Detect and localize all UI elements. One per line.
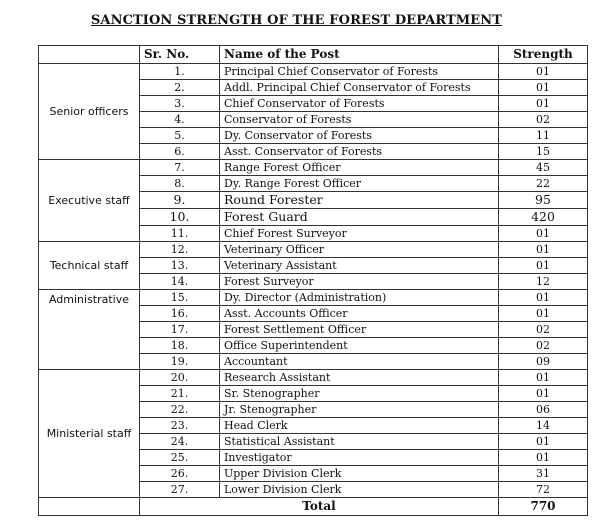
sr-no-cell: 25. (140, 450, 220, 466)
post-name-cell: Addl. Principal Chief Conservator of Forests (220, 80, 499, 96)
sr-no-cell: 15. (140, 290, 220, 306)
sr-no-cell: 5. (140, 128, 220, 144)
strength-cell: 11 (499, 128, 588, 144)
strength-cell: 02 (499, 112, 588, 128)
group-column-header (39, 46, 140, 64)
table-row (39, 370, 588, 386)
total-blank-cell (39, 498, 140, 516)
post-name-cell: Sr. Stenographer (220, 386, 499, 402)
sr-no-cell: 11. (140, 226, 220, 242)
post-name-cell: Range Forest Officer (220, 160, 499, 176)
group-label: Ministerial staff (39, 370, 140, 498)
sr-no-cell: 21. (140, 386, 220, 402)
sr-no-cell: 8. (140, 176, 220, 192)
strength-cell: 06 (499, 402, 588, 418)
table-body (39, 64, 588, 498)
strength-cell: 01 (499, 96, 588, 112)
sr-no-cell: 9. (140, 192, 220, 209)
sr-no-cell: 17. (140, 322, 220, 338)
strength-cell: 01 (499, 64, 588, 80)
strength-cell: 02 (499, 338, 588, 354)
sr-no-cell: 19. (140, 354, 220, 370)
strength-cell: 14 (499, 418, 588, 434)
sanction-strength-table (38, 45, 588, 516)
post-name-cell: Forest Settlement Officer (220, 322, 499, 338)
group-label: Executive staff (39, 160, 140, 242)
group-label: Administrative (39, 290, 140, 370)
page-title: SANCTION STRENGTH OF THE FOREST DEPARTMENT (90, 13, 503, 28)
total-label: Total (140, 498, 499, 516)
strength-cell: 12 (499, 274, 588, 290)
sr-no-cell: 13. (140, 258, 220, 274)
strength-cell: 01 (499, 290, 588, 306)
sr-no-cell: 24. (140, 434, 220, 450)
table-row (39, 64, 588, 80)
group-label: Senior officers (39, 64, 140, 160)
sr-no-cell: 10. (140, 209, 220, 226)
table-row (39, 160, 588, 176)
strength-cell: 01 (499, 242, 588, 258)
header-row (39, 46, 588, 64)
table-row (39, 290, 588, 306)
post-name-cell: Dy. Range Forest Officer (220, 176, 499, 192)
post-name-cell: Statistical Assistant (220, 434, 499, 450)
post-name-cell: Head Clerk (220, 418, 499, 434)
sr-no-cell: 14. (140, 274, 220, 290)
post-name-cell: Forest Guard (220, 209, 499, 226)
strength-cell: 01 (499, 258, 588, 274)
sr-no-cell: 18. (140, 338, 220, 354)
strength-cell: 45 (499, 160, 588, 176)
strength-cell: 95 (499, 192, 588, 209)
strength-cell: 420 (499, 209, 588, 226)
strength-cell: 01 (499, 80, 588, 96)
total-value: 770 (499, 498, 588, 516)
strength-cell: 01 (499, 226, 588, 242)
post-name-cell: Round Forester (220, 192, 499, 209)
strength-cell: 01 (499, 434, 588, 450)
sr-no-cell: 6. (140, 144, 220, 160)
sr-no-cell: 2. (140, 80, 220, 96)
sr-no-column-header: Sr. No. (140, 46, 220, 64)
strength-cell: 01 (499, 386, 588, 402)
strength-cell: 22 (499, 176, 588, 192)
post-name-cell: Asst. Conservator of Forests (220, 144, 499, 160)
post-name-cell: Research Assistant (220, 370, 499, 386)
strength-cell: 02 (499, 322, 588, 338)
post-name-cell: Upper Division Clerk (220, 466, 499, 482)
sr-no-cell: 3. (140, 96, 220, 112)
post-column-header: Name of the Post (220, 46, 499, 64)
sr-no-cell: 20. (140, 370, 220, 386)
post-name-cell: Veterinary Assistant (220, 258, 499, 274)
sr-no-cell: 4. (140, 112, 220, 128)
strength-cell: 72 (499, 482, 588, 498)
post-name-cell: Office Superintendent (220, 338, 499, 354)
post-name-cell: Chief Conservator of Forests (220, 96, 499, 112)
post-name-cell: Chief Forest Surveyor (220, 226, 499, 242)
sr-no-cell: 27. (140, 482, 220, 498)
strength-cell: 31 (499, 466, 588, 482)
sr-no-cell: 7. (140, 160, 220, 176)
strength-cell: 01 (499, 306, 588, 322)
strength-cell: 01 (499, 370, 588, 386)
post-name-cell: Conservator of Forests (220, 112, 499, 128)
table-row (39, 242, 588, 258)
sr-no-cell: 23. (140, 418, 220, 434)
strength-cell: 01 (499, 450, 588, 466)
strength-column-header: Strength (499, 46, 588, 64)
post-name-cell: Dy. Director (Administration) (220, 290, 499, 306)
strength-cell: 15 (499, 144, 588, 160)
post-name-cell: Veterinary Officer (220, 242, 499, 258)
total-row (39, 498, 588, 516)
post-name-cell: Principal Chief Conservator of Forests (220, 64, 499, 80)
post-name-cell: Asst. Accounts Officer (220, 306, 499, 322)
post-name-cell: Lower Division Clerk (220, 482, 499, 498)
sr-no-cell: 16. (140, 306, 220, 322)
post-name-cell: Forest Surveyor (220, 274, 499, 290)
group-label: Technical staff (39, 242, 140, 290)
post-name-cell: Accountant (220, 354, 499, 370)
post-name-cell: Investigator (220, 450, 499, 466)
sr-no-cell: 22. (140, 402, 220, 418)
sr-no-cell: 1. (140, 64, 220, 80)
post-name-cell: Jr. Stenographer (220, 402, 499, 418)
strength-cell: 09 (499, 354, 588, 370)
post-name-cell: Dy. Conservator of Forests (220, 128, 499, 144)
sr-no-cell: 12. (140, 242, 220, 258)
sr-no-cell: 26. (140, 466, 220, 482)
